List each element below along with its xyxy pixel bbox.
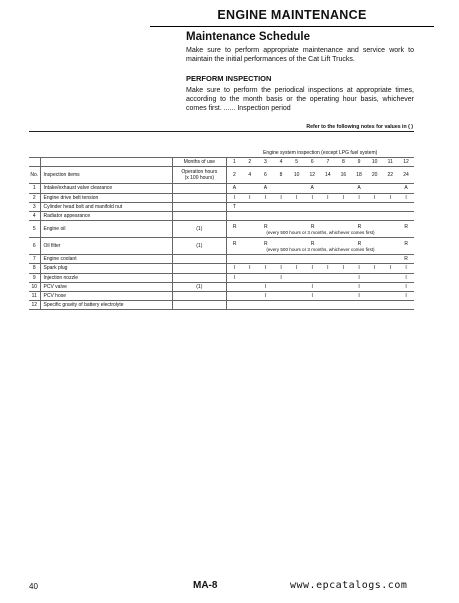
no-header: No.	[29, 167, 40, 184]
schedule-mark	[367, 202, 383, 211]
row-note	[172, 193, 226, 202]
row-number: 6	[29, 238, 40, 255]
row-note	[172, 202, 226, 211]
schedule-mark: I	[398, 291, 414, 300]
schedule-mark: I	[242, 264, 258, 273]
schedule-mark: I	[398, 193, 414, 202]
table-row	[29, 221, 414, 238]
schedule-mark	[367, 301, 383, 310]
schedule-mark: I	[336, 264, 352, 273]
schedule-mark	[367, 211, 383, 220]
table-row	[29, 211, 414, 220]
schedule-mark	[398, 202, 414, 211]
table-row	[29, 264, 414, 273]
schedule-mark	[242, 291, 258, 300]
schedule-mark: I	[273, 273, 289, 282]
hour-value: 24	[398, 167, 414, 184]
row-note: (1)	[172, 238, 226, 255]
schedule-mark	[289, 224, 305, 230]
hour-value: 12	[304, 167, 320, 184]
table-row	[29, 273, 414, 282]
schedule-mark	[274, 241, 290, 247]
schedule-mark: I	[351, 193, 367, 202]
empty-cell	[29, 149, 226, 158]
schedule-mark: I	[258, 264, 274, 273]
schedule-mark: I	[226, 264, 242, 273]
schedule-mark	[367, 224, 383, 230]
schedule-mark: I	[367, 264, 383, 273]
schedule-mark	[320, 241, 336, 247]
month-value: 1	[226, 158, 242, 167]
hour-value: 22	[382, 167, 398, 184]
schedule-mark	[242, 282, 258, 291]
schedule-mark	[289, 241, 305, 247]
schedule-mark	[304, 255, 320, 264]
schedule-mark	[351, 202, 367, 211]
schedule-mark	[226, 282, 242, 291]
schedule-mark	[320, 202, 336, 211]
schedule-mark	[226, 301, 242, 310]
schedule-mark	[304, 211, 320, 220]
schedule-mark	[382, 255, 398, 264]
schedule-mark: I	[289, 193, 305, 202]
schedule-mark	[304, 273, 320, 282]
schedule-mark	[367, 282, 383, 291]
schedule-mark: I	[226, 193, 242, 202]
schedule-mark	[289, 282, 305, 291]
schedule-mark: R	[357, 240, 362, 247]
schedule-mark: I	[351, 291, 367, 300]
hour-value: 10	[289, 167, 305, 184]
table-title: Engine system inspection (except LPG fuel system)	[226, 149, 414, 158]
table-row	[29, 291, 414, 300]
schedule-mark	[242, 202, 258, 211]
schedule-mark	[304, 301, 320, 310]
schedule-mark	[336, 301, 352, 310]
row-note	[172, 255, 226, 264]
schedule-mark: I	[226, 273, 242, 282]
schedule-mark	[320, 301, 336, 310]
month-value: 12	[398, 158, 414, 167]
schedule-mark	[382, 202, 398, 211]
schedule-mark: A	[351, 184, 367, 193]
schedule-mark	[242, 224, 258, 230]
empty-cell	[40, 158, 172, 167]
schedule-mark: A	[304, 184, 320, 193]
schedule-mark	[273, 184, 289, 193]
schedule-mark: I	[382, 264, 398, 273]
schedule-mark: I	[258, 193, 274, 202]
schedule-mark	[398, 301, 414, 310]
schedule-mark: I	[351, 264, 367, 273]
hour-value: 8	[273, 167, 289, 184]
schedule-mark	[336, 241, 352, 247]
schedule-mark: R	[264, 240, 268, 247]
refer-note: Refer to the following notes for values in ( )	[306, 124, 413, 130]
schedule-mark	[258, 255, 274, 264]
row-number: 8	[29, 264, 40, 273]
schedule-mark: I	[398, 264, 414, 273]
row-number: 3	[29, 202, 40, 211]
inspection-item: Intake/exhaust valve clearance	[40, 184, 172, 193]
intro-paragraph: Make sure to perform appropriate maintenance and service work to maintain the initial performances of the Cat Lift Trucks.	[186, 47, 414, 63]
inspection-item: Spark plug	[40, 264, 172, 273]
schedule-mark	[273, 211, 289, 220]
schedule-mark: R	[264, 223, 268, 230]
page-number: 40	[29, 582, 38, 591]
website-watermark: www.epcatalogs.com	[290, 580, 408, 591]
schedule-mark	[242, 301, 258, 310]
hour-value: 6	[258, 167, 274, 184]
schedule-mark	[226, 211, 242, 220]
empty-cell	[29, 158, 40, 167]
table-row	[29, 301, 414, 310]
row-number: 10	[29, 282, 40, 291]
schedule-mark	[258, 301, 274, 310]
table-row	[29, 202, 414, 211]
schedule-mark: A	[226, 184, 242, 193]
hour-value: 20	[367, 167, 383, 184]
schedule-mark	[289, 255, 305, 264]
schedule-mark: R	[232, 223, 237, 230]
row-note	[172, 301, 226, 310]
row-number: 4	[29, 211, 40, 220]
schedule-mark	[367, 184, 383, 193]
row-note	[172, 211, 226, 220]
schedule-mark: R	[310, 240, 315, 247]
inspection-item: Specific gravity of battery electrolyte	[40, 301, 172, 310]
inspection-item: Cylinder head bolt and manifold nut	[40, 202, 172, 211]
schedule-mark	[351, 255, 367, 264]
month-value: 7	[320, 158, 336, 167]
schedule-mark: R	[404, 240, 409, 247]
schedule-mark: I	[273, 193, 289, 202]
schedule-mark	[336, 291, 352, 300]
hour-value: 14	[320, 167, 336, 184]
schedule-mark	[320, 282, 336, 291]
schedule-mark: I	[242, 193, 258, 202]
schedule-mark	[273, 291, 289, 300]
schedule-mark	[320, 291, 336, 300]
row-number: 2	[29, 193, 40, 202]
schedule-mark	[382, 291, 398, 300]
month-value: 5	[289, 158, 305, 167]
schedule-mark	[382, 184, 398, 193]
schedule-mark	[351, 211, 367, 220]
hours-label	[172, 167, 226, 184]
schedule-mark: I	[336, 193, 352, 202]
schedule-mark: A	[398, 184, 414, 193]
schedule-mark	[258, 211, 274, 220]
hour-value: 2	[226, 167, 242, 184]
inspection-items-header: Inspection items	[40, 167, 172, 184]
inspection-item: Engine drive belt tension	[40, 193, 172, 202]
schedule-mark	[289, 301, 305, 310]
schedule-mark: T	[226, 202, 242, 211]
schedule-mark	[382, 301, 398, 310]
row-number: 12	[29, 301, 40, 310]
schedule-mark: I	[304, 291, 320, 300]
schedule-mark	[289, 273, 305, 282]
month-value: 9	[351, 158, 367, 167]
schedule-mark	[320, 211, 336, 220]
schedule-mark	[320, 184, 336, 193]
maintenance-schedule-table	[29, 149, 414, 310]
schedule-mark	[289, 291, 305, 300]
schedule-marks	[227, 241, 414, 247]
month-value: 8	[336, 158, 352, 167]
schedule-mark	[273, 282, 289, 291]
hour-value: 4	[242, 167, 258, 184]
hour-value: 16	[336, 167, 352, 184]
schedule-mark	[382, 282, 398, 291]
schedule-mark	[336, 224, 352, 230]
table-row	[29, 184, 414, 193]
inspection-item: Engine coolant	[40, 255, 172, 264]
schedule-mark	[398, 211, 414, 220]
schedule-mark	[226, 291, 242, 300]
row-note	[172, 291, 226, 300]
schedule-mark	[242, 273, 258, 282]
schedule-mark: I	[382, 193, 398, 202]
schedule-mark: I	[258, 291, 274, 300]
section-code: MA-8	[193, 580, 218, 591]
table-row	[29, 282, 414, 291]
inspection-item: PCV hose	[40, 291, 172, 300]
schedule-mark	[367, 241, 383, 247]
interval-note: (every 500 hours or 3 months, whichever comes first)	[266, 246, 375, 252]
month-value: 3	[258, 158, 274, 167]
schedule-mark: R	[404, 223, 409, 230]
schedule-mark: I	[320, 264, 336, 273]
schedule-mark	[336, 255, 352, 264]
schedule-mark	[242, 241, 258, 247]
schedule-cells	[226, 221, 414, 238]
schedule-mark	[273, 202, 289, 211]
hours-row	[29, 167, 414, 184]
schedule-mark	[258, 202, 274, 211]
schedule-mark	[367, 273, 383, 282]
row-note	[172, 273, 226, 282]
schedule-mark	[351, 301, 367, 310]
table-top-rule	[29, 131, 414, 132]
schedule-mark	[304, 202, 320, 211]
schedule-mark	[289, 184, 305, 193]
schedule-marks	[227, 224, 414, 230]
row-number: 5	[29, 221, 40, 238]
schedule-mark	[336, 184, 352, 193]
row-number: 9	[29, 273, 40, 282]
page-header: ENGINE MAINTENANCE	[150, 6, 434, 27]
schedule-mark: I	[289, 264, 305, 273]
schedule-cells	[226, 238, 414, 255]
schedule-mark	[289, 211, 305, 220]
schedule-mark: I	[351, 282, 367, 291]
row-note	[172, 264, 226, 273]
schedule-mark: I	[320, 193, 336, 202]
schedule-mark: A	[258, 184, 274, 193]
schedule-mark	[382, 211, 398, 220]
schedule-mark	[320, 255, 336, 264]
schedule-mark: I	[304, 264, 320, 273]
schedule-mark: R	[398, 255, 414, 264]
table-row	[29, 193, 414, 202]
table-title-row	[29, 149, 414, 158]
inspection-item: Radiator appearance	[40, 211, 172, 220]
schedule-mark: I	[258, 282, 274, 291]
section-title: Maintenance Schedule	[186, 31, 310, 43]
table-row	[29, 238, 414, 255]
schedule-mark	[274, 224, 290, 230]
schedule-mark	[273, 301, 289, 310]
row-note: (1)	[172, 221, 226, 238]
inspection-item: Injection nozzle	[40, 273, 172, 282]
schedule-mark: R	[310, 223, 315, 230]
schedule-mark	[336, 282, 352, 291]
hour-value: 18	[351, 167, 367, 184]
schedule-mark	[289, 202, 305, 211]
schedule-mark	[226, 255, 242, 264]
month-value: 2	[242, 158, 258, 167]
schedule-mark: I	[367, 193, 383, 202]
inspection-paragraph: Make sure to perform the periodical inspections at appropriate times, according to the month basis or the operating hour basis, whichever comes first. ...... Inspection period	[186, 87, 414, 112]
schedule-mark	[242, 255, 258, 264]
month-value: 6	[304, 158, 320, 167]
table-row	[29, 255, 414, 264]
schedule-mark	[320, 224, 336, 230]
month-value: 10	[367, 158, 383, 167]
schedule-mark	[336, 273, 352, 282]
schedule-mark: I	[398, 273, 414, 282]
schedule-mark	[383, 224, 399, 230]
perform-inspection-heading: PERFORM INSPECTION	[186, 74, 272, 83]
row-number: 7	[29, 255, 40, 264]
row-number: 11	[29, 291, 40, 300]
schedule-mark	[383, 241, 399, 247]
schedule-mark	[320, 273, 336, 282]
schedule-mark: I	[273, 264, 289, 273]
schedule-mark	[242, 211, 258, 220]
months-row	[29, 158, 414, 167]
schedule-mark: R	[357, 223, 362, 230]
schedule-mark: R	[232, 240, 237, 247]
schedule-mark	[367, 255, 383, 264]
hours-label-line-2: (x 100 hours)	[184, 175, 215, 182]
schedule-mark: I	[304, 282, 320, 291]
schedule-mark	[382, 273, 398, 282]
months-label: Months of use	[172, 158, 226, 167]
schedule-mark	[336, 211, 352, 220]
month-value: 4	[273, 158, 289, 167]
inspection-item: Engine oil	[40, 221, 172, 238]
schedule-mark: I	[304, 193, 320, 202]
row-note	[172, 184, 226, 193]
schedule-mark	[367, 291, 383, 300]
schedule-mark	[273, 255, 289, 264]
interval-note: (every 500 hours or 3 months, whichever comes first)	[266, 229, 375, 235]
schedule-mark: I	[351, 273, 367, 282]
row-number: 1	[29, 184, 40, 193]
row-note: (1)	[172, 282, 226, 291]
inspection-item: PCV valve	[40, 282, 172, 291]
schedule-mark: I	[398, 282, 414, 291]
schedule-mark	[258, 273, 274, 282]
schedule-mark	[242, 184, 258, 193]
schedule-mark	[336, 202, 352, 211]
month-value: 11	[382, 158, 398, 167]
hours-label-line-1: Operation hours	[181, 169, 218, 176]
inspection-item: Oil filter	[40, 238, 172, 255]
